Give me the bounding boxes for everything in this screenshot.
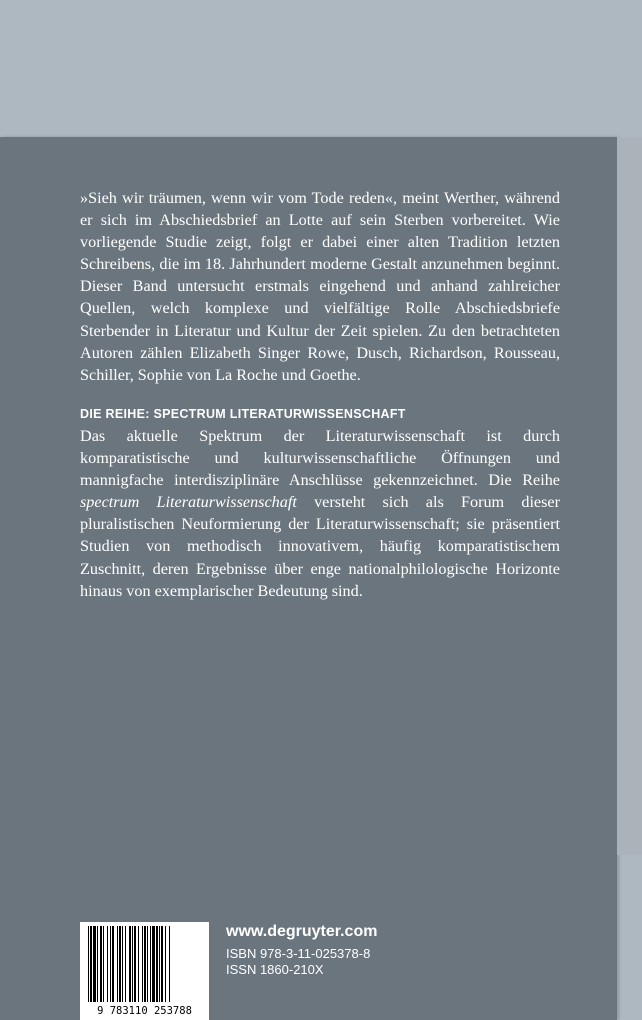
barcode-bar xyxy=(100,926,102,1002)
barcode-bar xyxy=(107,926,108,1002)
series-description xyxy=(80,425,560,602)
barcode-bar xyxy=(88,926,89,1002)
isbn-text: ISBN 978-3-11-025378-8 xyxy=(226,946,371,961)
background-right-edge xyxy=(617,137,642,855)
series-text-after: versteht sich als Forum dieser pluralistischen Neuformierung der Literaturwissenschaft; sie präsentiert Studien von methodisch innovativem, häufig komparatistischem Zuschnitt, deren Ergebnisse über enge nationalphilologische Horizonte hinaus von exemplarischer Bedeutung sind. xyxy=(80,493,560,600)
series-title: spectrum Literaturwissenschaft xyxy=(80,493,297,512)
barcode-bar xyxy=(147,926,148,1002)
barcode-bar xyxy=(93,926,96,1002)
barcode-bar xyxy=(165,926,166,1002)
barcode-bar xyxy=(117,926,118,1002)
book-blurb: »Sieh wir träumen, wenn wir vom Tode reden«, meint Werther, während er sich im Abschiedsbrief an Lotte auf sein Sterben vorbereitet. Wie vorliegende Studie zeigt, folgt er dabei einer alten Tradition letzten Schreibens, die im 18. Jahrhundert moderne Gestalt anzunehmen beginnt. Dieser Band untersucht erstmals eingehend und anhand zahlreicher Quellen, welch komplexe und vielfältige Rolle Abschiedsbriefe Sterbender in Literatur und Kultur der Zeit spielen. Zu den betrachteten Autoren zählen Elizabeth Singer Rowe, Dusch, Richardson, Rousseau, Schiller, Sophie von La Roche und Goethe. xyxy=(80,189,560,384)
issn-text: ISSN 1860-210X xyxy=(226,962,324,977)
barcode-bar xyxy=(159,926,160,1002)
barcode-bar xyxy=(132,926,133,1002)
barcode-bar xyxy=(129,926,131,1002)
barcode-bar xyxy=(125,926,126,1002)
background-top xyxy=(0,0,642,137)
barcode-bar xyxy=(119,926,121,1002)
barcode-number: 9 783110 253788 xyxy=(97,1005,192,1017)
barcode-bar xyxy=(156,926,158,1002)
barcode-bar xyxy=(169,926,170,1002)
barcode-bar xyxy=(112,926,114,1002)
barcode-bar xyxy=(161,926,163,1002)
barcode-bar xyxy=(110,926,111,1002)
barcode-bar xyxy=(122,926,123,1002)
barcode-bar xyxy=(152,926,155,1002)
series-heading: DIE REIHE: SPECTRUM LITERATURWISSENSCHAFT xyxy=(80,407,406,421)
barcode-bar xyxy=(150,926,151,1002)
barcode-bar xyxy=(97,926,98,1002)
barcode-bar xyxy=(103,926,104,1002)
barcode-bar xyxy=(138,926,139,1002)
barcode-bar xyxy=(90,926,92,1002)
series-text-before: Das aktuelle Spektrum der Literaturwissenschaft ist durch komparatistische und kulturwissenschaftliche Öffnungen und mannigfache interdisziplinäre Anschlüsse gekennzeichnet. Die Reihe xyxy=(80,427,560,490)
barcode-bar xyxy=(142,926,143,1002)
isbn-barcode xyxy=(80,922,209,1020)
publisher-website[interactable]: www.degruyter.com xyxy=(226,923,378,940)
barcode-bar xyxy=(134,926,136,1002)
barcode-bar xyxy=(144,926,146,1002)
